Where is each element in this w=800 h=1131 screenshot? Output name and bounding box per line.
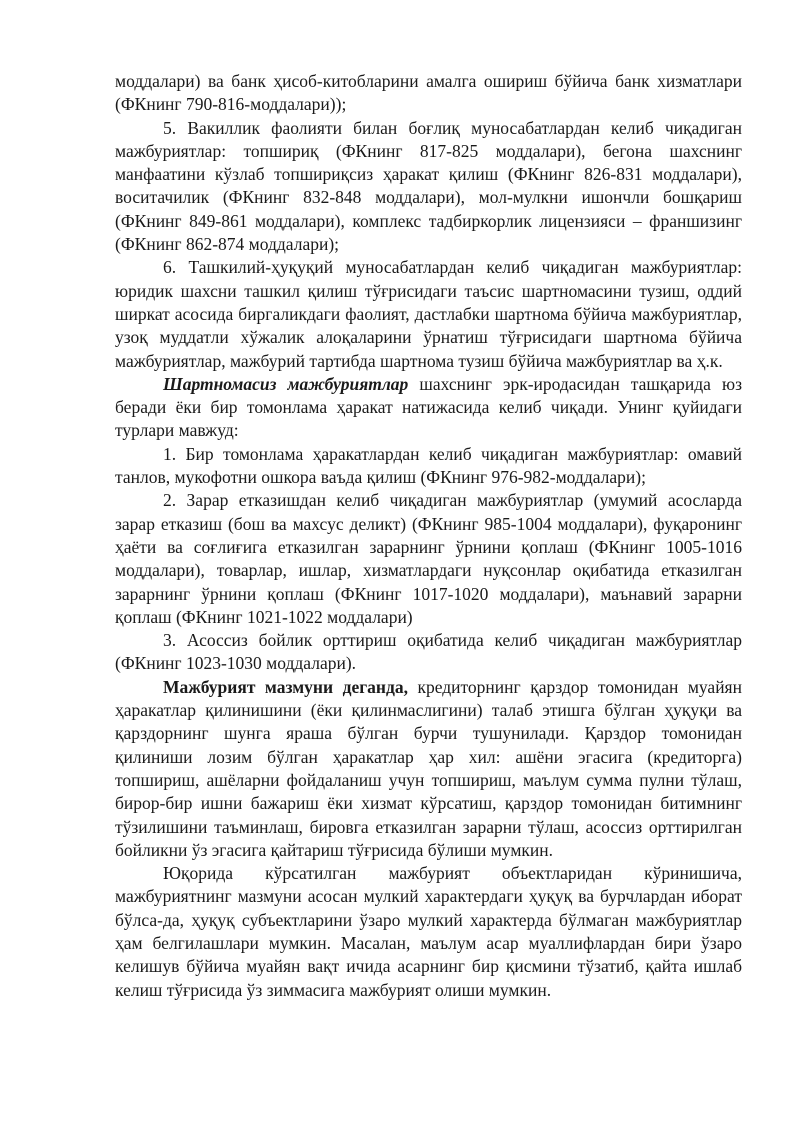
paragraph-text: шахснинг эрк-иродасидан ташқарида юз беради ёки бир томонлама ҳаракат натижасида келиб чиқади. Унинг қуйидаги турлари мавжуд: xyxy=(115,373,742,441)
paragraph-item-1 xyxy=(115,443,742,490)
paragraph-text: Юқорида кўрсатилган мажбурият объектларидан кўринишича, мажбуриятнинг мазмуни асосан мулкий характердаги ҳуқуқ ва бурчлардан иборат бўлса-да, ҳуқуқ субъектларини ўзаро мулкий характерда бўлмаган мажбуриятлар ҳам белгилашлари мумкин. Масалан, маълум асар муаллифлардан бири ўзаро келишув бўйича муайян вақт ичида асарнинг бир қисмини тўзатиб, қайта ишлаб келиш тўғрисида ўз зиммасига мажбурият олиши мумкин. xyxy=(115,863,742,1000)
paragraph-item-2 xyxy=(115,489,742,629)
paragraph-continuation xyxy=(115,70,742,117)
paragraph-non-contract-obligations xyxy=(115,373,742,443)
paragraph-item-6 xyxy=(115,256,742,372)
paragraph-item-3 xyxy=(115,629,742,676)
paragraph-text: 2. Зарар етказишдан келиб чиқадиган мажбуриятлар (умумий асосларда зарар етказиш (бош ва махсус деликт) (ФКнинг 985-1004 моддалари), фуқаронинг ҳаёти ва соғлиғига етказилган зарарнинг ўрнини қоплаш (ФКнинг 1005-1016 моддалари), товарлар, ишлар, хизматлардаги нуқсонлар оқибатида етказилган зарарнинг ўрнини қоплаш (ФКнинг 1017-1020 моддалари), маънавий зарарни қоплаш (ФКнинг 1021-1022 моддалари) xyxy=(115,490,742,627)
term-heading: Мажбурият мазмуни деганда, xyxy=(163,676,408,697)
paragraph-conclusion xyxy=(115,862,742,1002)
paragraph-text: 5. Вакиллик фаолияти билан боғлиқ муносабатлардан келиб чиқадиган мажбуриятлар: топшириқ (ФКнинг 817-825 моддалари), бегона шахснинг манфаатини кўзлаб топшириқсиз ҳаракат қилиш (ФКнинг 826-831 моддалари), воситачилик (ФКнинг 832-848 моддалари), мол-мулкни ишончли бошқариш (ФКнинг 849-861 моддалари), комплекс тадбиркорлик лицензияси – франшизинг (ФКнинг 862-874 моддалари); xyxy=(115,117,742,255)
paragraph-text: моддалари) ва банк ҳисоб-китобларини амалга ошириш бўйича банк хизматлари (ФКнинг 790-816-моддалари)); xyxy=(115,71,742,115)
paragraph-text: кредиторнинг қарздор томонидан муайян ҳаракатлар қилинишини (ёки қилинмаслигини) талаб этишга бўлган ҳуқуқи ва қарздорнинг шунга яраша бўлган бурчи тушунилади. Қарздор томонидан қилиниши лозим бўлган ҳаракатлар ҳар хил: ашёни эгасига (кредиторга) топшириш, ашёларни фойдаланиш учун топшириш, маълум сумма пулни тўлаш, бирор-бир ишни бажариш ёки хизмат кўрсатиш, қарздор томонидан битимнинг тўзилишини таъминлаш, бировга етказилган зарарни тўлаш, асоссиз орттирилган бойликни ўз эгасига қайтариш тўғрисида бўлиши мумкин. xyxy=(115,676,742,860)
term-heading: Шартномасиз мажбуриятлар xyxy=(163,373,409,394)
paragraph-text: 6. Ташкилий-ҳуқуқий муносабатлардан келиб чиқадиган мажбуриятлар: юридик шахсни ташкил қилиш тўғрисидаги таъсис шартномасини тузиш, оддий ширкат асосида биргаликдаги фаолият, дастлабки шартнома бўйича мажбуриятлар, узоқ муддатли хўжалик алоқаларини ўрнатиш тўғрисидаги шартнома бўйича мажбуриятлар, мажбурий тартибда шартнома тузиш бўйича мажбуриятлар ва ҳ.к. xyxy=(115,257,742,371)
paragraph-obligation-content xyxy=(115,676,742,862)
paragraph-text: 1. Бир томонлама ҳаракатлардан келиб чиқадиган мажбуриятлар: омавий танлов, мукофотни ошкора ваъда қилиш (ФКнинг 976-982-моддалари); xyxy=(115,443,742,488)
paragraph-item-5 xyxy=(115,117,742,257)
paragraph-text: 3. Асоссиз бойлик орттириш оқибатида келиб чиқадиган мажбуриятлар (ФКнинг 1023-1030 моддалари). xyxy=(115,630,742,674)
